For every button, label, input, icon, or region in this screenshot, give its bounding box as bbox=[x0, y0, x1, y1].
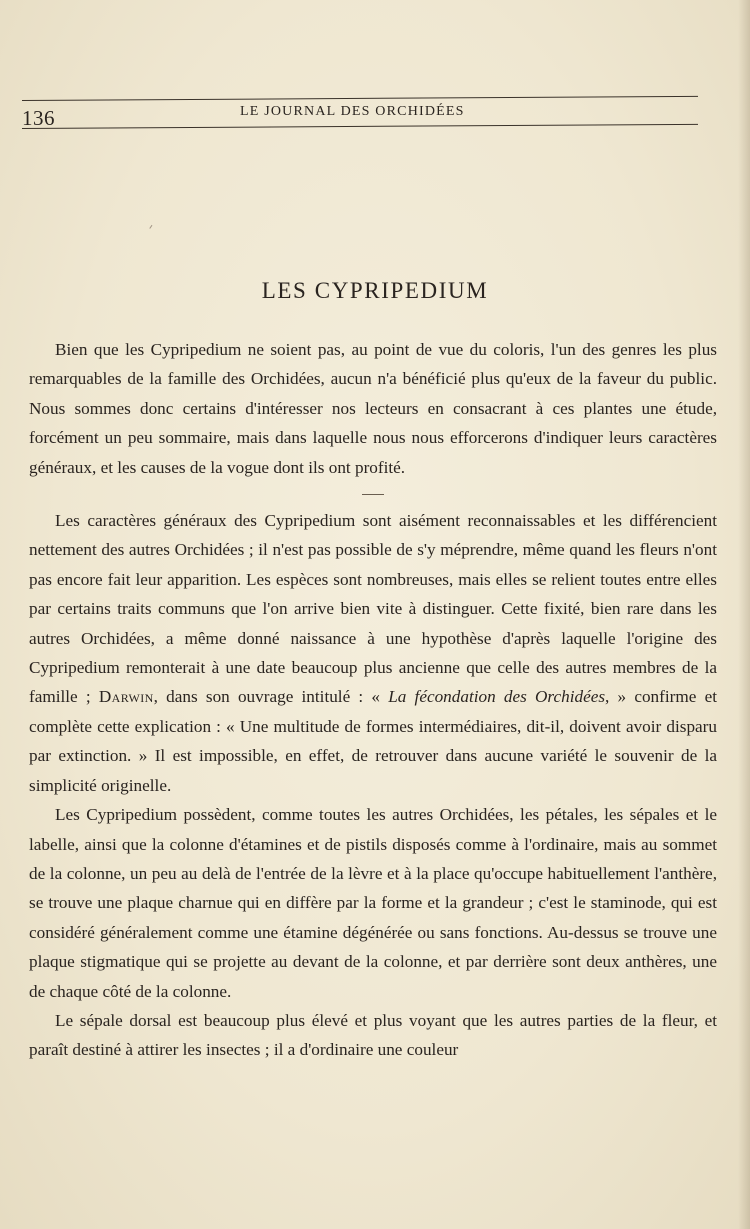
article-body bbox=[29, 335, 717, 1065]
article-title: LES CYPRIPEDIUM bbox=[261, 278, 489, 303]
paragraph-text: , dans son ouvrage intitulé : « bbox=[153, 687, 389, 707]
book-title: La fécondation des Orchidées bbox=[388, 687, 606, 707]
page-number: 136 bbox=[22, 106, 55, 130]
paragraph-text: , » confirme et complète cette explication : « Une multitude de formes intermédiaires, dit-il, doivent avoir disparu par extinction. » Il est impossible, en effet, de retrouver dans aucune variété le souvenir de la simplicité originelle. bbox=[29, 687, 717, 795]
running-head: LE JOURNAL DES ORCHIDÉES bbox=[240, 104, 465, 119]
author-name: Darwin bbox=[98, 687, 154, 707]
paragraph-intro: Bien que les Cypripedium ne soient pas, au point de vue du coloris, l'un des genres les plus remarquables de la famille des Orchidées, aucun n'a bénéficié plus qu'eux de la faveur du public. Nous sommes donc certains d'intéresser nos lecteurs en consacrant à ces plantes une étude, forcément un peu sommaire, mais dans laquelle nous nous efforcerons d'indiquer leurs caractères généraux, et les causes de la vogue dont ils ont profité. bbox=[29, 340, 717, 477]
paragraph-flower-structure: Les Cypripedium possèdent, comme toutes les autres Orchidées, les pétales, les sépales et le labelle, ainsi que la colonne d'étamines et de pistils disposés comme à l'ordinaire, mais au sommet de la colonne, un peu au delà de l'entrée de la lèvre et à la place qu'occupe habituellement l'anthère, se trouve une plaque charnue qui en diffère par la forme et la grandeur ; c'est le staminode, qui est considéré généralement comme une étamine dégénérée ou sans fonctions. Au-dessus se trouve une plaque stigmatique qui se projette au devant de la colonne, et par derrière sont deux anthères, une de chaque côté de la colonne. bbox=[29, 805, 717, 1001]
header-rule-bottom bbox=[22, 124, 698, 129]
paragraph-text: Les caractères généraux des Cypripedium sont aisément reconnaissables et les différencient nettement des autres Orchidées ; il n'est pas possible de s'y méprendre, même quand les fleurs n'ont pas encore fait leur apparition. Les espèces sont nombreuses, mais elles se relient toutes entre elles par certains traits communs que l'on arrive bien vite à distinguer. Cette fixité, bien rare dans les autres Orchidées, a même donné naissance à une hypothèse d'après laquelle l'origine des Cypripedium remonterait à une date beaucoup plus ancienne que celle des autres membres de la famille ; bbox=[29, 511, 717, 707]
paragraph-general-characters bbox=[29, 506, 717, 800]
paragraph-dorsal-sepal: Le sépale dorsal est beaucoup plus élevé et plus voyant que les autres parties de la fleur, et paraît destiné à attirer les insectes ; il a d'ordinaire une couleur bbox=[29, 1010, 717, 1060]
section-divider bbox=[362, 494, 384, 495]
page-edge-shadow bbox=[738, 0, 750, 1229]
page-header bbox=[22, 92, 698, 132]
header-rule-top bbox=[22, 96, 698, 101]
paper-speck bbox=[149, 225, 155, 231]
